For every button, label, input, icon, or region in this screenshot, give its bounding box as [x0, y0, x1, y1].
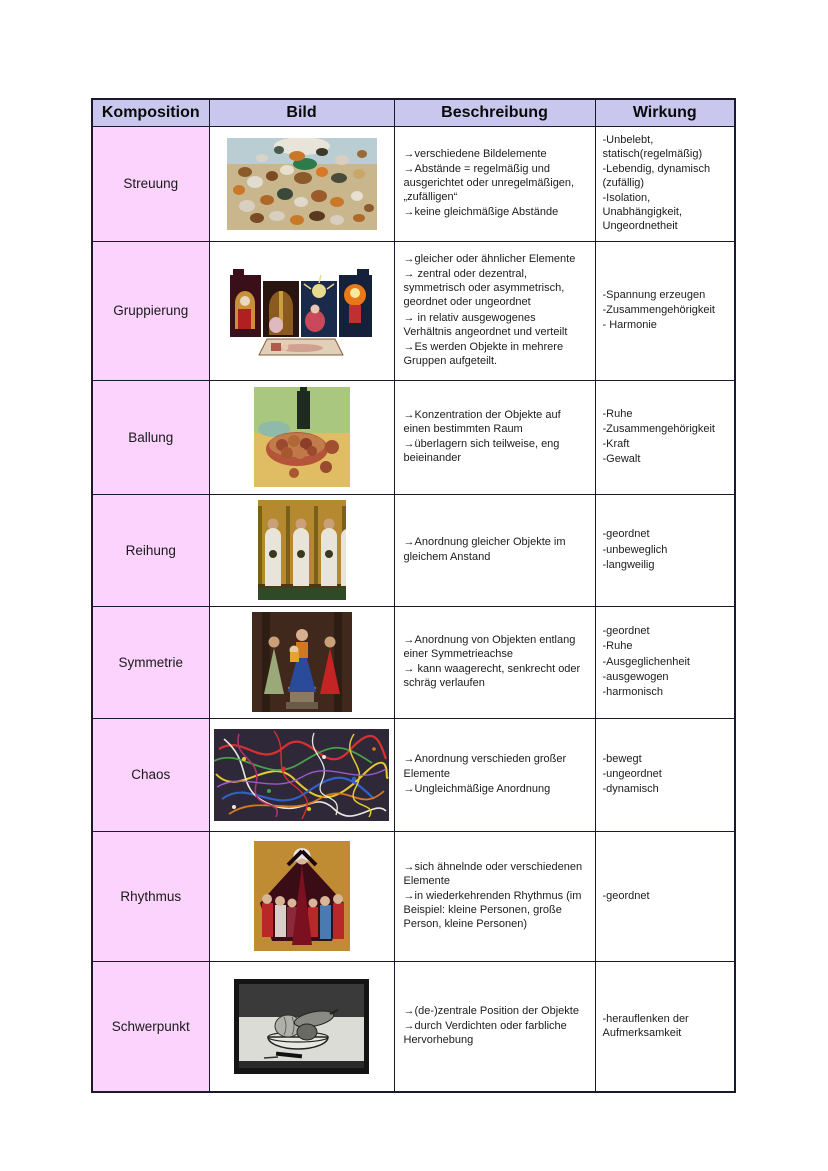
- wirkung-item: -Kraft: [602, 438, 630, 451]
- isenheim-altarpiece-painting: [227, 263, 377, 358]
- wirkung-cell: [595, 494, 735, 606]
- beschreibung-item: →in wiederkehrenden Rhythmus (im Beispiel: kleine Personen, große Person, kleine Personen): [403, 890, 582, 931]
- beschreibung-item: → zentral oder dezentral, symmetrisch oder asymmetrisch, geordnet oder ungeordnet: [403, 268, 565, 309]
- wirkung-item: -dynamisch: [602, 783, 659, 796]
- bild-cell: [209, 127, 394, 242]
- wirkung-item: -herauflenken der Aufmerksamkeit: [602, 1012, 689, 1039]
- wirkung-item: -Isolation, Unabhängigkeit, Ungeordnetheit: [602, 192, 683, 233]
- beschreibung-item: →Es werden Objekte in mehrere Gruppen aufgeteilt.: [403, 340, 564, 367]
- bild-cell: [209, 831, 394, 961]
- beschreibung-cell: [394, 241, 595, 380]
- pollock-drip-painting: [214, 729, 389, 821]
- bild-cell: [209, 606, 394, 718]
- beschreibung-item: → kann waagerecht, senkrecht oder schräg verlaufen: [403, 663, 581, 690]
- beschreibung-item: →durch Verdichten oder farbliche Hervorhebung: [403, 1020, 567, 1047]
- wirkung-item: -langweilig: [602, 558, 655, 571]
- beschreibung-cell: [394, 380, 595, 494]
- black-white-still-life-bowl-painting: [234, 979, 369, 1074]
- fall-of-the-rebel-angels-painting: [227, 138, 377, 230]
- header-row: [92, 99, 735, 127]
- beschreibung-cell: [394, 831, 595, 961]
- beschreibung-cell: [394, 606, 595, 718]
- wirkung-item: -ungeordnet: [602, 768, 662, 780]
- beschreibung-item: →Anordnung verschieden großer Elemente: [403, 753, 567, 780]
- beschreibung-cell: [394, 718, 595, 831]
- komposition-label: Gruppierung: [92, 241, 209, 380]
- wirkung-item: -Ruhe: [602, 640, 633, 653]
- beschreibung-item: →gleicher oder ähnlicher Elemente: [403, 253, 576, 266]
- wirkung-cell: [595, 606, 735, 718]
- beschreibung-item: →Anordnung von Objekten entlang einer Symmetrieachse: [403, 633, 576, 660]
- beschreibung-item: →keine gleichmäßige Abstände: [403, 206, 559, 219]
- madonna-of-the-harpies-painting: [252, 612, 352, 712]
- wirkung-item: -Gewalt: [602, 453, 641, 466]
- beschreibung-item: →Konzentration der Objekte auf einen bestimmten Raum: [403, 408, 561, 435]
- beschreibung-item: →(de-)zentrale Position der Objekte: [403, 1005, 579, 1018]
- komposition-table: [91, 98, 736, 1093]
- beschreibung-cell: [394, 961, 595, 1092]
- wirkung-item: -geordnet: [602, 528, 650, 541]
- wirkung-item: -Unbelebt, statisch(regelmäßig): [602, 134, 703, 161]
- beschreibung-item: → in relativ ausgewogenes Verhältnis angeordnet und verteilt: [403, 311, 568, 338]
- wirkung-item: -Lebendig, dynamisch (zufällig): [602, 163, 711, 190]
- komposition-label: Symmetrie: [92, 606, 209, 718]
- komposition-label: Schwerpunkt: [92, 961, 209, 1092]
- table-row-streuung: [92, 127, 735, 242]
- komposition-label: Rhythmus: [92, 831, 209, 961]
- beschreibung-item: →Anordnung gleicher Objekte im gleichem Anstand: [403, 536, 566, 563]
- table-row-gruppierung: [92, 241, 735, 380]
- header-komposition: Komposition: [92, 99, 209, 127]
- wirkung-item: -Ruhe: [602, 407, 633, 420]
- wirkung-item: -unbeweglich: [602, 543, 668, 556]
- wirkung-item: -ausgewogen: [602, 670, 669, 683]
- table-row-reihung: [92, 494, 735, 606]
- wirkung-item: -harmonisch: [602, 685, 664, 698]
- table-row-chaos: [92, 718, 735, 831]
- wirkung-item: -Zusammengehörigkeit: [602, 304, 715, 316]
- komposition-label: Ballung: [92, 380, 209, 494]
- header-beschreibung: Beschreibung: [394, 99, 595, 127]
- wirkung-cell: [595, 127, 735, 242]
- table-row-ballung: [92, 380, 735, 494]
- table-row-schwerpunkt: [92, 961, 735, 1092]
- header-bild: Bild: [209, 99, 394, 127]
- wirkung-cell: [595, 241, 735, 380]
- wirkung-cell: [595, 831, 735, 961]
- beschreibung-item: →Abstände = regelmäßig und ausgerichtet oder unregelmäßigen, „zufälligen“: [403, 163, 575, 204]
- beschreibung-item: →Ungleichmäßige Anordnung: [403, 782, 551, 795]
- wirkung-cell: [595, 961, 735, 1092]
- wirkung-item: -Zusammengehörigkeit: [602, 422, 715, 435]
- wirkung-cell: [595, 380, 735, 494]
- madonna-of-mercy-painting: [254, 841, 350, 951]
- bild-cell: [209, 494, 394, 606]
- komposition-label: Streuung: [92, 127, 209, 242]
- wirkung-item: -geordnet: [602, 889, 650, 902]
- bild-cell: [209, 380, 394, 494]
- beschreibung-cell: [394, 494, 595, 606]
- komposition-label: Chaos: [92, 718, 209, 831]
- beschreibung-item: →sich ähnelnde oder verschiedenen Elemente: [403, 860, 583, 887]
- ravenna-mosaic-procession-painting: [258, 500, 346, 600]
- table-row-symmetrie: [92, 606, 735, 718]
- wirkung-item: -Spannung erzeugen: [602, 288, 706, 301]
- wirkung-cell: [595, 718, 735, 831]
- komposition-label: Reihung: [92, 494, 209, 606]
- beschreibung-item: →verschiedene Bildelemente: [403, 148, 547, 161]
- wirkung-item: -geordnet: [602, 625, 650, 638]
- wirkung-item: - Harmonie: [602, 319, 657, 332]
- header-wirkung: Wirkung: [595, 99, 735, 127]
- table-row-rhythmus: [92, 831, 735, 961]
- beschreibung-item: →überlagern sich teilweise, eng beieinander: [403, 438, 560, 465]
- bild-cell: [209, 241, 394, 380]
- wirkung-item: -Ausgeglichenheit: [602, 655, 690, 668]
- beschreibung-cell: [394, 127, 595, 242]
- van-gogh-still-life-basket-painting: [254, 387, 350, 487]
- wirkung-item: -bewegt: [602, 752, 642, 765]
- bild-cell: [209, 961, 394, 1092]
- bild-cell: [209, 718, 394, 831]
